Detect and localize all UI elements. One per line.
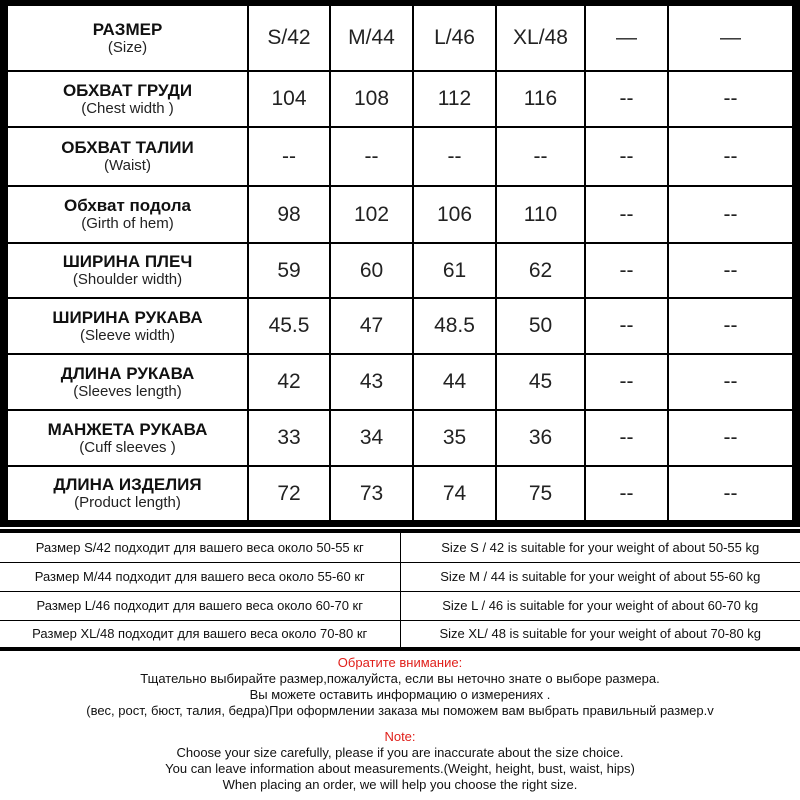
row-label: ОБХВАТ ГРУДИ	[62, 80, 193, 100]
weight-en: Size M / 44 is suitable for your weight of about 55-60 kg	[400, 562, 800, 591]
row-label-cell	[8, 298, 248, 354]
weight-ru: Размер L/46 подходит для вашего веса около 60-70 кг	[0, 591, 400, 620]
row-label-cell	[8, 466, 248, 520]
value-cell: 98	[248, 186, 330, 243]
value-cell: --	[585, 186, 668, 243]
value-cell: M/44	[330, 6, 413, 71]
row-sublabel: (Product length)	[74, 494, 181, 511]
table-row	[8, 466, 792, 520]
weight-en: Size S / 42 is suitable for your weight of about 50-55 kg	[400, 533, 800, 562]
value-cell: 45.5	[248, 298, 330, 354]
value-cell: --	[585, 71, 668, 127]
weight-row	[0, 620, 800, 649]
value-cell: 112	[413, 71, 496, 127]
value-cell: --	[668, 298, 792, 354]
weight-row	[0, 562, 800, 591]
value-cell: --	[668, 127, 792, 186]
value-cell: 59	[248, 243, 330, 298]
value-cell: 108	[330, 71, 413, 127]
value-cell: 43	[330, 354, 413, 410]
weight-en: Size L / 46 is suitable for your weight of about 60-70 kg	[400, 591, 800, 620]
table-row	[8, 71, 792, 127]
size-table	[8, 6, 792, 520]
row-sublabel: (Waist)	[104, 157, 151, 174]
row-label: ШИРИНА ПЛЕЧ	[62, 252, 193, 271]
value-cell: 60	[330, 243, 413, 298]
value-cell: 50	[496, 298, 585, 354]
row-sublabel: (Sleeves length)	[73, 382, 182, 400]
weight-row	[0, 533, 800, 562]
weight-en: Size XL/ 48 is suitable for your weight of about 70-80 kg	[400, 620, 800, 649]
en-note-line: When placing an order, we will help you choose the right size.	[222, 777, 578, 792]
value-cell: 110	[496, 186, 585, 243]
value-cell: --	[668, 243, 792, 298]
value-cell: --	[668, 410, 792, 466]
table-row	[8, 186, 792, 243]
weight-ru: Размер XL/48 подходит для вашего веса около 70-80 кг	[0, 620, 400, 649]
value-cell: 47	[330, 298, 413, 354]
value-cell: --	[413, 127, 496, 186]
value-cell: 33	[248, 410, 330, 466]
value-cell: --	[668, 354, 792, 410]
weight-guide-table	[0, 533, 800, 651]
value-cell: --	[496, 127, 585, 186]
table-row	[8, 243, 792, 298]
row-label: ДЛИНА ИЗДЕЛИЯ	[53, 475, 202, 494]
value-cell: 45	[496, 354, 585, 410]
value-cell: --	[585, 243, 668, 298]
value-cell: 104	[248, 71, 330, 127]
notes	[0, 655, 800, 793]
row-label: ОБХВАТ ТАЛИИ	[61, 138, 194, 157]
en-note-line: Choose your size carefully, please if you are inaccurate about the size choice.	[176, 745, 624, 760]
row-sublabel: (Chest width )	[81, 99, 174, 117]
en-note-title: Note:	[384, 729, 416, 744]
value-cell: 42	[248, 354, 330, 410]
value-cell: 36	[496, 410, 585, 466]
row-sublabel: (Sleeve width)	[79, 326, 176, 344]
value-cell: 62	[496, 243, 585, 298]
value-cell: --	[585, 354, 668, 410]
weight-row	[0, 591, 800, 620]
row-label-cell	[8, 6, 248, 71]
table-row	[8, 298, 792, 354]
value-cell: XL/48	[496, 6, 585, 71]
value-cell: 34	[330, 410, 413, 466]
value-cell: 48.5	[413, 298, 496, 354]
value-cell: 35	[413, 410, 496, 466]
value-cell: L/46	[413, 6, 496, 71]
value-cell: —	[585, 6, 668, 71]
table-row	[8, 410, 792, 466]
value-cell: 75	[496, 466, 585, 520]
row-label: Обхват подола	[64, 196, 191, 215]
value-cell: —	[668, 6, 792, 71]
value-cell: --	[668, 186, 792, 243]
table-row	[8, 127, 792, 186]
value-cell: --	[585, 127, 668, 186]
value-cell: 74	[413, 466, 496, 520]
ru-note-line: Вы можете оставить информацию о измерениях .	[249, 687, 551, 702]
weight-ru: Размер M/44 подходит для вашего веса около 55-60 кг	[0, 562, 400, 591]
value-cell: 102	[330, 186, 413, 243]
value-cell: --	[668, 71, 792, 127]
row-label: МАНЖЕТА РУКАВА	[47, 419, 208, 439]
value-cell: 61	[413, 243, 496, 298]
value-cell: 44	[413, 354, 496, 410]
ru-note-line: Тщательно выбирайте размер,пожалуйста, если вы неточно знате о выборе размера.	[140, 671, 660, 686]
value-cell: --	[585, 466, 668, 520]
ru-note-line: (вес, рост, бюст, талия, бедра)При оформлении заказа мы поможем вам выбрать правильный размер.v	[86, 703, 714, 718]
row-label: ШИРИНА РУКАВА	[52, 307, 203, 327]
weight-ru: Размер S/42 подходит для вашего веса около 50-55 кг	[0, 533, 400, 562]
value-cell: 106	[413, 186, 496, 243]
value-cell: --	[330, 127, 413, 186]
en-note-line: You can leave information about measurements.(Weight, height, bust, waist, hips)	[165, 761, 635, 776]
value-cell: --	[248, 127, 330, 186]
row-label-cell	[8, 243, 248, 298]
row-label-cell	[8, 127, 248, 186]
row-sublabel: (Size)	[107, 38, 148, 56]
value-cell: 116	[496, 71, 585, 127]
row-label: ДЛИНА РУКАВА	[60, 363, 195, 383]
row-label-cell	[8, 71, 248, 127]
row-label-cell	[8, 410, 248, 466]
row-label-cell	[8, 354, 248, 410]
value-cell: --	[668, 466, 792, 520]
value-cell: 73	[330, 466, 413, 520]
row-label-cell	[8, 186, 248, 243]
value-cell: --	[585, 410, 668, 466]
value-cell: 72	[248, 466, 330, 520]
row-label: РАЗМЕР	[92, 19, 163, 39]
value-cell: S/42	[248, 6, 330, 71]
row-sublabel: (Cuff sleeves )	[79, 438, 176, 456]
value-cell: --	[585, 298, 668, 354]
header-row	[8, 6, 792, 71]
table-row	[8, 354, 792, 410]
ru-note-title: Обратите внимание:	[337, 655, 463, 670]
row-sublabel: (Girth of hem)	[81, 215, 174, 232]
row-sublabel: (Shoulder width)	[72, 271, 183, 288]
